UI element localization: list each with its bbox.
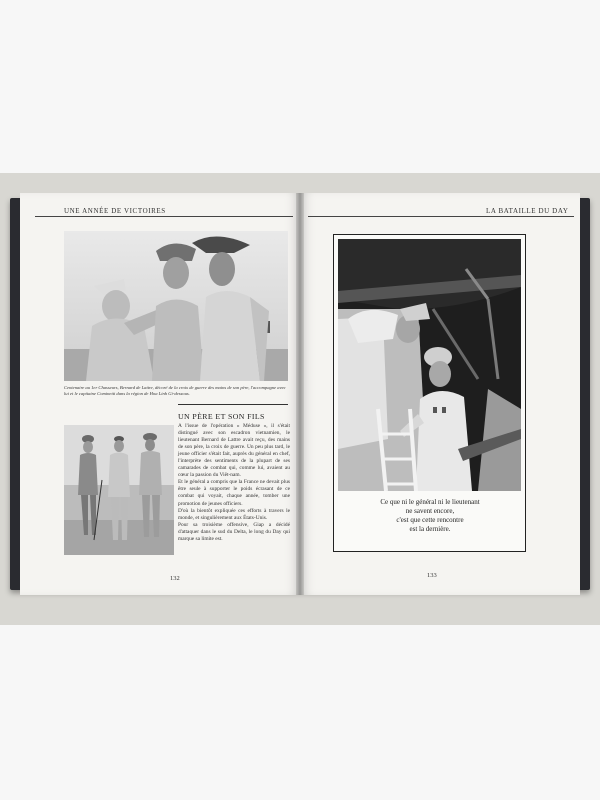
- photo-caption: Centenaire au 1er Chasseurs, Bernard de Lattre, décoré de la croix de guerre des mains de son père, l'accompagne avec lui et le capitaine Cominetti dans la région de Hoa Linh Gi-dessous.: [64, 385, 286, 396]
- body-text: A l'issue de l'opération « Méduse », il s'était distingué avec son escadron vietnamien, le lieutenant Bernard de Lattre avait reçu, des mains de son père, la croix de guerre. Un peu plus tard, le jeune officier s'était fait, auprès du général en chef, l'interprète des sentiments de la plupart de ses camarades de combat qui, comme lui, avaient au cœur la passion du Viêt-nam. Et le général a compris que la France ne devait plus être seule à supporter le poids écrasant de ce combat qui voyait, chaque année, tomber une promotion de jeunes officiers. D'où la bientôt expliquée ces efforts à travers le monde, et singulièrement aux États-Unis. Pour sa troisième offensive, Giap a décidé d'attaquer dans le sud du Delta, le long du Day qui marque sa limite est.: [178, 423, 290, 542]
- right-running-head: LA BATAILLE DU DAY: [486, 207, 569, 215]
- officers-group-photo: [64, 425, 174, 555]
- right-page-number: 133: [427, 572, 437, 579]
- left-header-rule: [35, 216, 293, 217]
- left-page-number: 132: [170, 575, 180, 582]
- section-rule: [178, 404, 288, 405]
- aircraft-cockpit-photo: [338, 239, 521, 491]
- section-title: UN PÈRE ET SON FILS: [178, 412, 265, 421]
- book-gutter: [296, 193, 304, 595]
- photo-quote: Ce que ni le général ni le lieutenant ne savent encore, c'est que cette rencontre est la dernière.: [380, 498, 480, 533]
- left-running-head: UNE ANNÉE DE VICTOIRES: [64, 207, 166, 215]
- right-header-rule: [308, 216, 574, 217]
- decoration-ceremony-photo: [64, 231, 288, 381]
